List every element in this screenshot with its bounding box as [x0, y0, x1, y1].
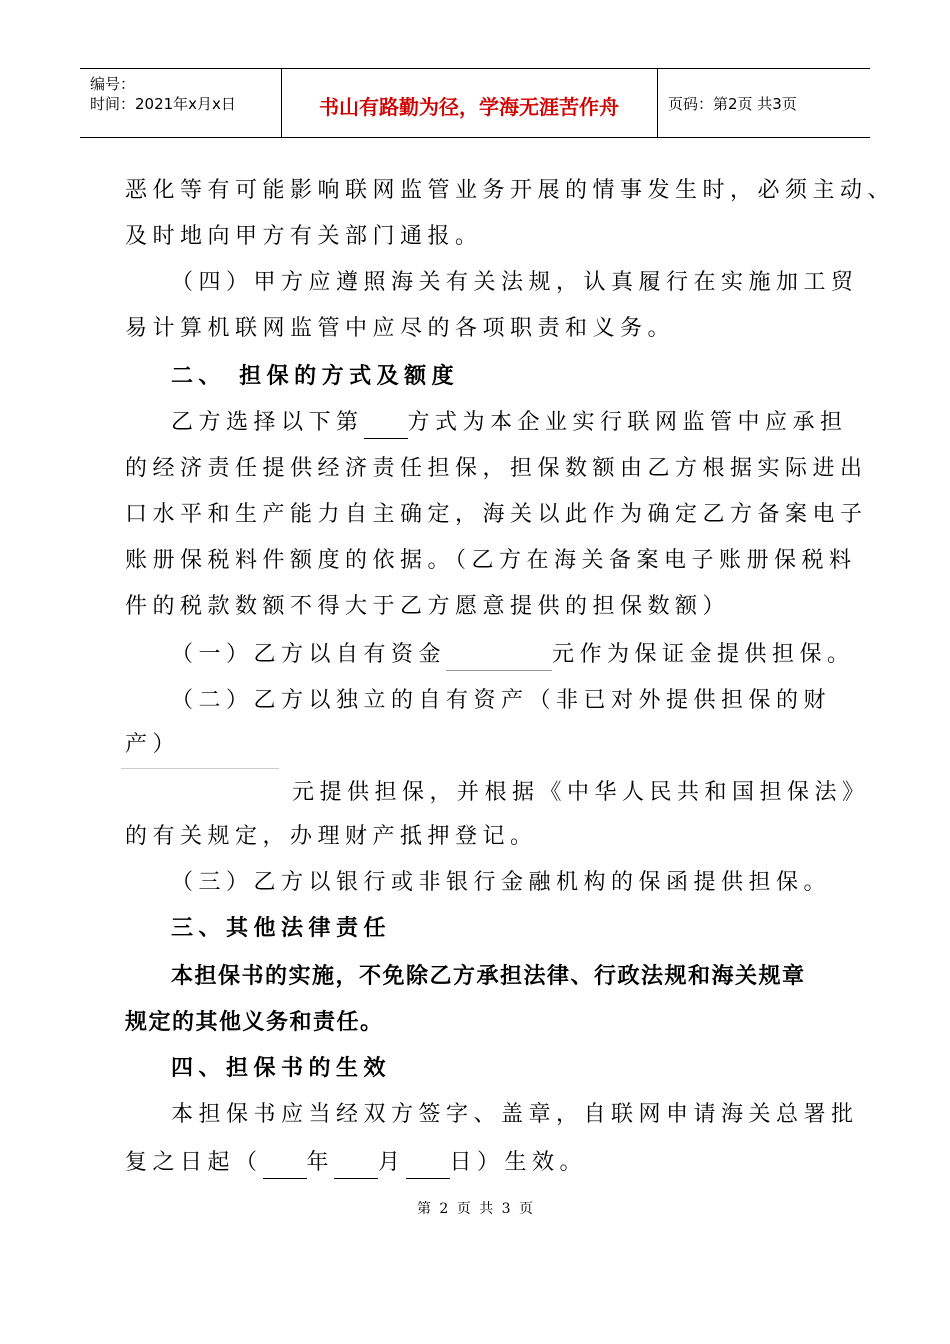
- text-segment: （一）乙方以自有资金: [171, 642, 447, 667]
- section-heading-3: 三、其他法律责任: [171, 916, 392, 941]
- paragraph-line: （二）乙方以独立的自有资产（非已对外提供担保的财: [171, 688, 832, 713]
- text-segment: 日）生效。: [449, 1150, 588, 1175]
- paragraph-line: 恶化等有可能影响联网监管业务开展的情事发生时，必须主动、: [125, 178, 896, 203]
- paragraph-line: [171, 640, 855, 671]
- paragraph-line: 口水平和生产能力自主确定，海关以此作为确定乙方备案电子: [125, 502, 868, 527]
- text-segment: 元作为保证金提供担保。: [552, 642, 855, 667]
- page-footer: 第 2 页 共 3 页: [416, 1201, 534, 1217]
- paragraph-line: 元提供担保，并根据《中华人民共和国担保法》: [292, 780, 870, 805]
- amount-blank[interactable]: [446, 640, 552, 671]
- header-page-cell: [657, 69, 871, 137]
- text-segment: 月: [378, 1150, 406, 1175]
- header-page-code: 页码：第2页 共3页: [668, 95, 797, 113]
- paragraph-line: （四）甲方应遵照海关有关法规，认真履行在实施加工贸: [171, 270, 859, 295]
- choice-blank[interactable]: [364, 408, 408, 439]
- document-number-label: 编号：: [90, 75, 136, 93]
- paragraph-line: 件的税款数额不得大于乙方愿意提供的担保数额）: [125, 594, 731, 619]
- text-segment: 方式为本企业实行联网监管中应承担: [407, 410, 848, 435]
- paragraph-line: [171, 408, 848, 439]
- document-date: 时间：2021年x月x日: [90, 95, 236, 113]
- paragraph-line: （三）乙方以银行或非银行金融机构的保函提供担保。: [171, 870, 832, 895]
- section-heading-2: 二、 担保的方式及额度: [171, 364, 460, 389]
- paragraph-line: 易计算机联网监管中应尽的各项职责和义务。: [125, 316, 676, 341]
- paragraph-line-bold: 规定的其他义务和责任。: [125, 1010, 384, 1035]
- day-blank[interactable]: [406, 1148, 450, 1179]
- month-blank[interactable]: [334, 1148, 378, 1179]
- text-segment: 乙方选择以下第: [171, 410, 364, 435]
- paragraph-line: 产）: [125, 732, 181, 757]
- header-info-cell: [80, 69, 282, 137]
- paragraph-line: 的经济责任提供经济责任担保，担保数额由乙方根据实际进出: [125, 456, 868, 481]
- paragraph-line: 及时地向甲方有关部门通报。: [125, 224, 483, 249]
- section-heading-4: 四、担保书的生效: [171, 1056, 392, 1081]
- paragraph-line: 的有关规定，办理财产抵押登记。: [125, 824, 538, 849]
- text-segment: 年: [306, 1150, 335, 1175]
- paragraph-line: [125, 1148, 587, 1179]
- year-blank[interactable]: [263, 1148, 307, 1179]
- paragraph-line-bold: 本担保书的实施，不免除乙方承担法律、行政法规和海关规章: [171, 964, 806, 989]
- paragraph-line: 账册保税料件额度的依据。（乙方在海关备案电子账册保税料: [125, 548, 857, 573]
- paragraph-line: 本担保书应当经双方签字、盖章，自联网申请海关总署批: [171, 1102, 859, 1127]
- header-motto: 书山有路勤为径，学海无涯苦作舟: [319, 95, 619, 119]
- page-header: [80, 68, 870, 138]
- text-segment: 复之日起（: [125, 1150, 263, 1175]
- asset-value-blank[interactable]: [121, 768, 279, 769]
